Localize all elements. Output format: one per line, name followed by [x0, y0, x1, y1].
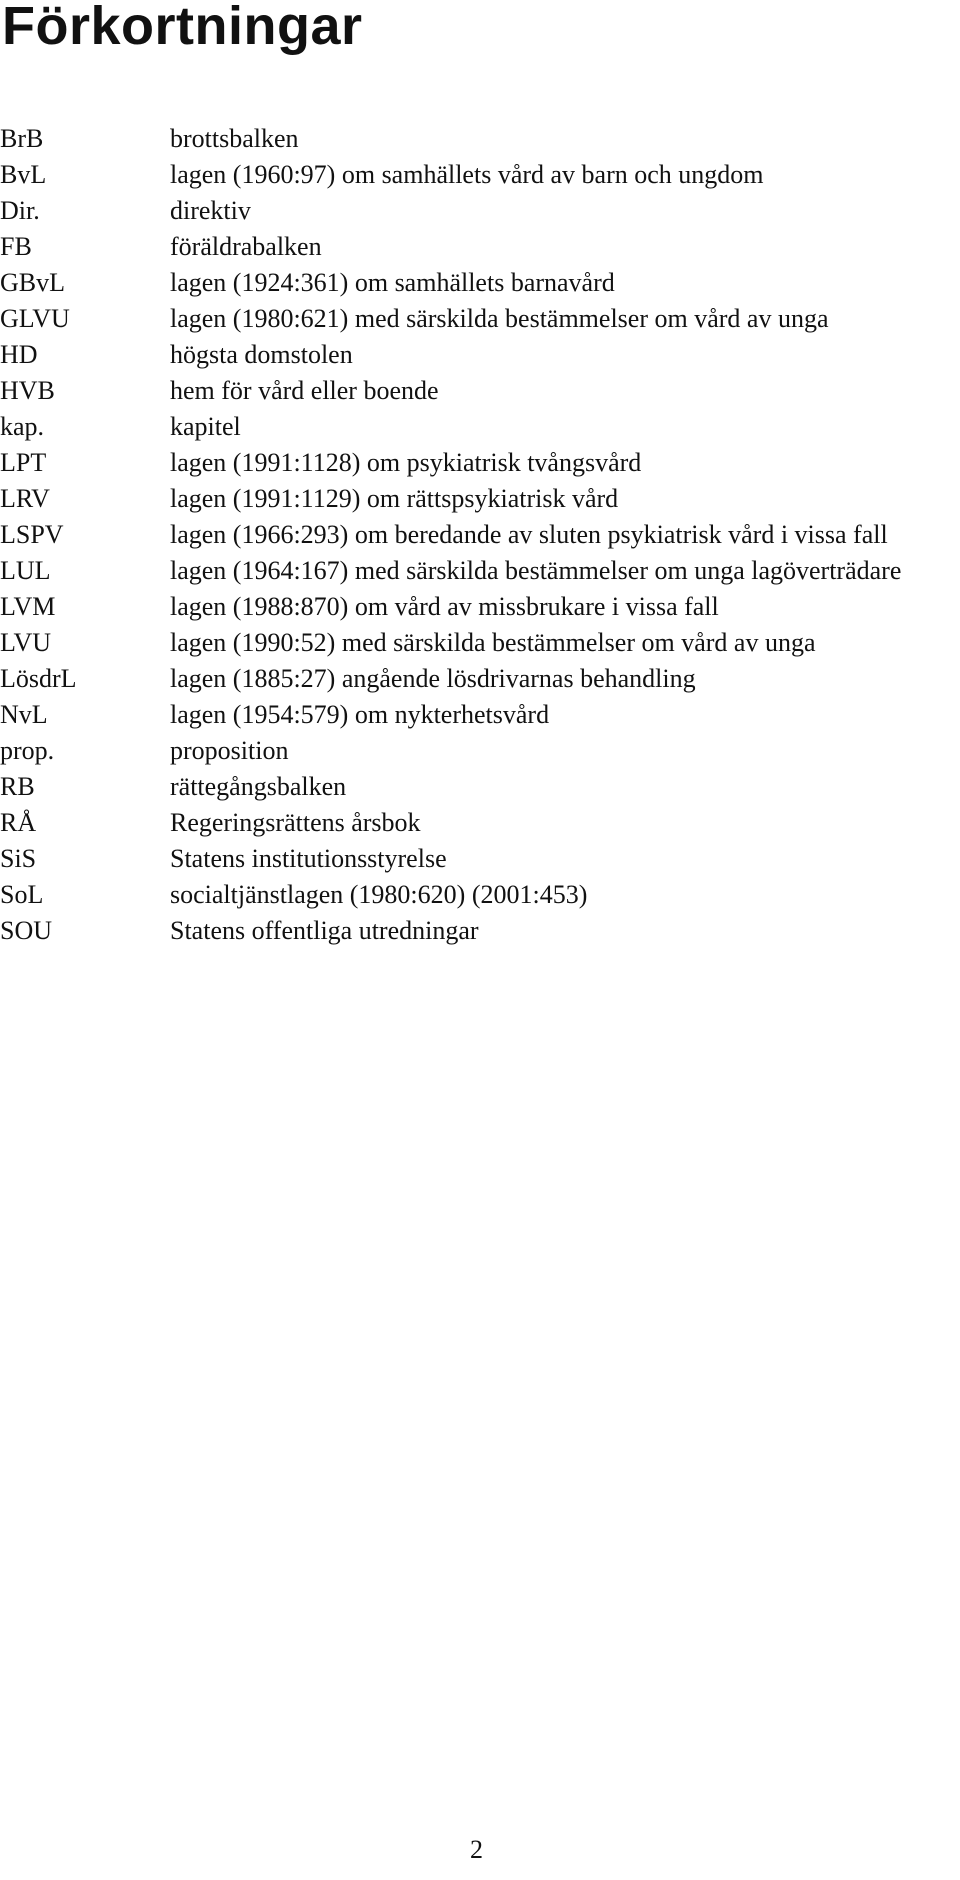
- table-row: [0, 553, 960, 589]
- table-row: [0, 445, 960, 481]
- abbreviation: SiS: [0, 844, 37, 873]
- table-row: [0, 913, 960, 949]
- abbreviation-list-body: [0, 121, 960, 949]
- abbreviation: LSPV: [0, 520, 64, 549]
- table-row: [0, 337, 960, 373]
- abbreviation: Dir.: [0, 196, 40, 225]
- abbreviation-definition: föräldrabalken: [170, 232, 322, 261]
- table-row: [0, 841, 960, 877]
- abbreviation-definition: kapitel: [170, 412, 241, 441]
- abbreviation: LRV: [0, 484, 50, 513]
- abbreviation: GLVU: [0, 304, 70, 333]
- abbreviation: LVU: [0, 628, 52, 657]
- table-row: [0, 121, 960, 157]
- abbreviation-definition: lagen (1980:621) med särskilda bestämmelser om vård av unga: [170, 304, 829, 333]
- table-row: [0, 805, 960, 841]
- page-number: 2: [470, 1835, 483, 1864]
- table-row: [0, 157, 960, 193]
- abbreviation-definition: rättegångsbalken: [170, 772, 347, 801]
- abbreviation: SoL: [0, 880, 44, 909]
- abbreviation-list: [0, 121, 960, 949]
- table-row: [0, 625, 960, 661]
- abbreviation: GBvL: [0, 268, 65, 297]
- abbreviation-definition: Statens institutionsstyrelse: [170, 844, 447, 873]
- abbreviation: FB: [0, 232, 32, 261]
- abbreviation-definition: lagen (1960:97) om samhällets vård av barn och ungdom: [170, 160, 764, 189]
- table-row: [0, 193, 960, 229]
- table-row: [0, 301, 960, 337]
- table-row: [0, 265, 960, 301]
- abbreviation: prop.: [0, 736, 55, 765]
- table-row: [0, 373, 960, 409]
- page-title: Förkortningar: [2, 0, 363, 56]
- abbreviation-definition: lagen (1988:870) om vård av missbrukare i vissa fall: [170, 592, 719, 621]
- table-row: [0, 481, 960, 517]
- abbreviation: NvL: [0, 700, 48, 729]
- abbreviation: BrB: [0, 124, 44, 153]
- table-row: [0, 769, 960, 805]
- abbreviation: RB: [0, 772, 35, 801]
- abbreviation-definition: hem för vård eller boende: [170, 376, 439, 405]
- abbreviation: RÅ: [0, 808, 37, 837]
- table-row: [0, 409, 960, 445]
- abbreviation: HVB: [0, 376, 55, 405]
- table-row: [0, 517, 960, 553]
- table-row: [0, 589, 960, 625]
- abbreviation-definition: lagen (1966:293) om beredande av sluten psykiatrisk vård i vissa fall: [170, 520, 888, 549]
- abbreviation-definition: lagen (1924:361) om samhällets barnavård: [170, 268, 615, 297]
- abbreviation-definition: högsta domstolen: [170, 340, 353, 369]
- table-row: [0, 661, 960, 697]
- abbreviation: LVM: [0, 592, 56, 621]
- abbreviation-definition: Regeringsrättens årsbok: [170, 808, 421, 837]
- table-row: [0, 733, 960, 769]
- abbreviation-definition: lagen (1990:52) med särskilda bestämmelser om vård av unga: [170, 628, 816, 657]
- abbreviation: LPT: [0, 448, 47, 477]
- abbreviation-definition: proposition: [170, 736, 289, 765]
- table-row: [0, 877, 960, 913]
- abbreviation-definition: lagen (1964:167) med särskilda bestämmelser om unga lagöverträdare: [170, 556, 902, 585]
- table-row: [0, 697, 960, 733]
- abbreviation: BvL: [0, 160, 47, 189]
- abbreviation: kap.: [0, 412, 45, 441]
- abbreviation: LösdrL: [0, 664, 77, 693]
- table-row: [0, 229, 960, 265]
- abbreviation: HD: [0, 340, 38, 369]
- abbreviation-definition: lagen (1885:27) angående lösdrivarnas behandling: [170, 664, 696, 693]
- abbreviation-definition: socialtjänstlagen (1980:620) (2001:453): [170, 880, 588, 909]
- abbreviation: LUL: [0, 556, 51, 585]
- abbreviation-definition: direktiv: [170, 196, 251, 225]
- abbreviation-definition: lagen (1954:579) om nykterhetsvård: [170, 700, 550, 729]
- abbreviation-definition: Statens offentliga utredningar: [170, 916, 479, 945]
- abbreviation-definition: lagen (1991:1129) om rättspsykiatrisk vård: [170, 484, 619, 513]
- abbreviation-definition: lagen (1991:1128) om psykiatrisk tvångsvård: [170, 448, 642, 477]
- abbreviation: SOU: [0, 916, 53, 945]
- abbreviation-definition: brottsbalken: [170, 124, 299, 153]
